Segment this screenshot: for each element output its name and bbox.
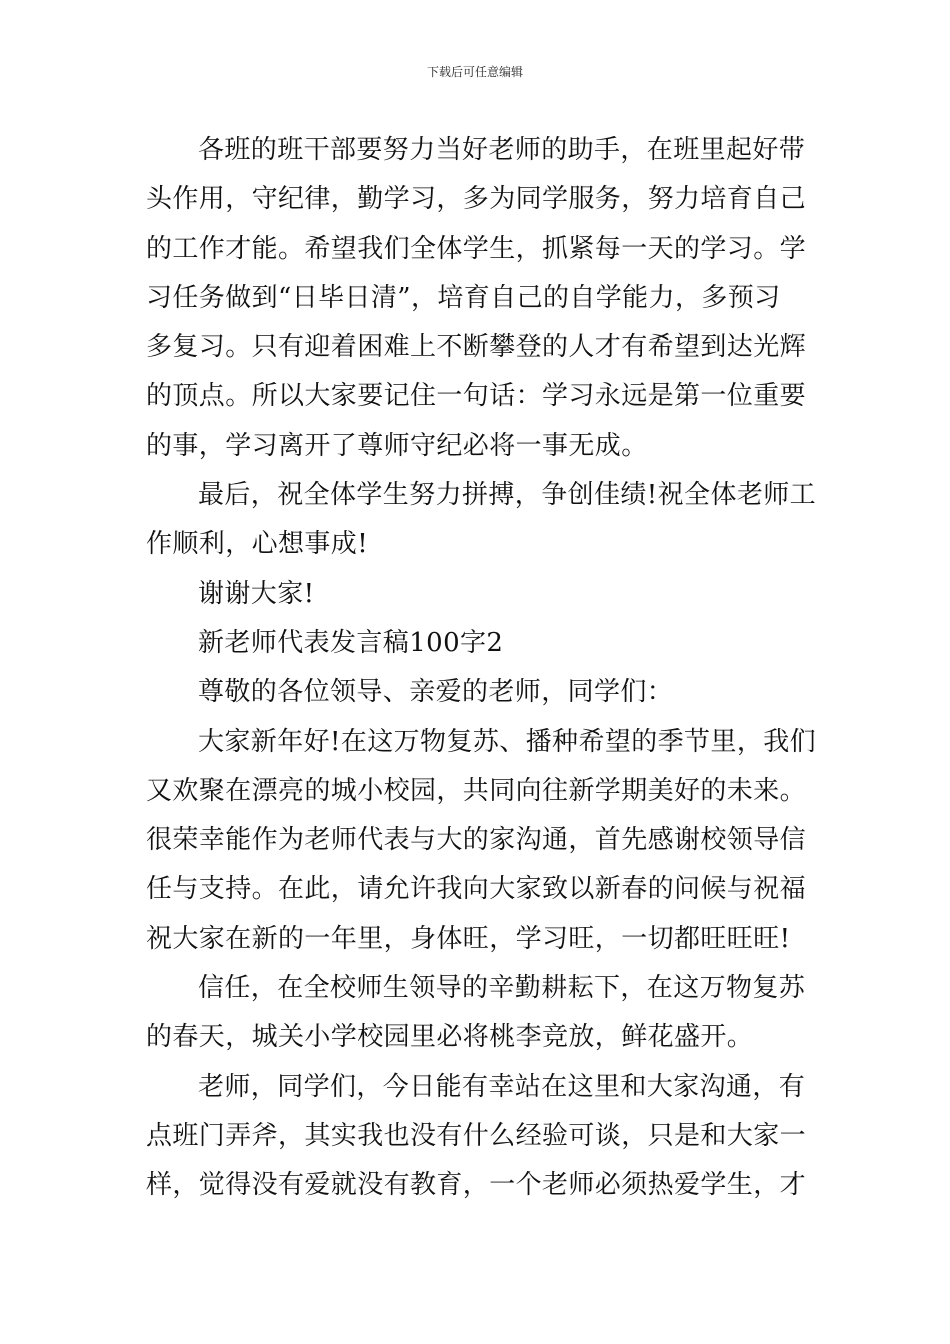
text-line: 各班的班干部要努力当好老师的助手，在班里起好带	[198, 135, 806, 165]
text-line: 最后，祝全体学生努力拼搏，争创佳绩!祝全体老师工	[198, 480, 817, 511]
text-line: 作顺利，心想事成!	[146, 529, 369, 560]
text-line: 很荣幸能作为老师代表与大的家沟通，首先感谢校领导信	[146, 825, 807, 856]
header-note: 下载后可任意编辑	[426, 65, 523, 79]
text-line: 点班门弄斧，其实我也没有什么经验可谈，只是和大家一	[146, 1120, 807, 1151]
text-line: 多复习。只有迎着困难上不断攀登的人才有希望到达光辉	[146, 332, 807, 363]
text-line: 大家新年好!在这万物复苏、播种希望的季节里，我们	[198, 726, 817, 757]
text-line: 习任务做到“日毕日清”，培育自己的自学能力，多预习	[146, 282, 781, 313]
text-line: 的顶点。所以大家要记住一句话：学习永远是第一位重要	[146, 381, 807, 412]
text-line: 样，觉得没有爱就没有教育，一个老师必须热爱学生，才	[146, 1170, 807, 1201]
text-line: 头作用，守纪律，勤学习，多为同学服务，努力培育自己	[146, 184, 807, 215]
text-line: 谢谢大家!	[198, 578, 315, 609]
text-line: 的工作才能。希望我们全体学生，抓紧每一天的学习。学	[146, 233, 807, 264]
text-line: 老师，同学们，今日能有幸站在这里和大家沟通，有	[198, 1071, 806, 1102]
text-line: 又欢聚在漂亮的城小校园，共同向往新学期美好的未来。	[146, 775, 807, 806]
text-line: 的事，学习离开了尊师守纪必将一事无成。	[146, 430, 648, 461]
text-line: 尊敬的各位领导、亲爱的老师，同学们：	[198, 677, 674, 708]
text-line: 祝大家在新的一年里，身体旺，学习旺，一切都旺旺旺!	[146, 923, 791, 954]
text-line: 信任，在全校师生领导的辛勤耕耘下，在这万物复苏	[198, 973, 806, 1004]
document-body	[146, 126, 817, 1211]
text-line: 新老师代表发言稿100字2	[198, 627, 504, 658]
text-line: 任与支持。在此，请允许我向大家致以新春的问候与祝福	[146, 874, 807, 905]
text-line: 的春天，城关小学校园里必将桃李竞放，鲜花盛开。	[146, 1022, 754, 1053]
